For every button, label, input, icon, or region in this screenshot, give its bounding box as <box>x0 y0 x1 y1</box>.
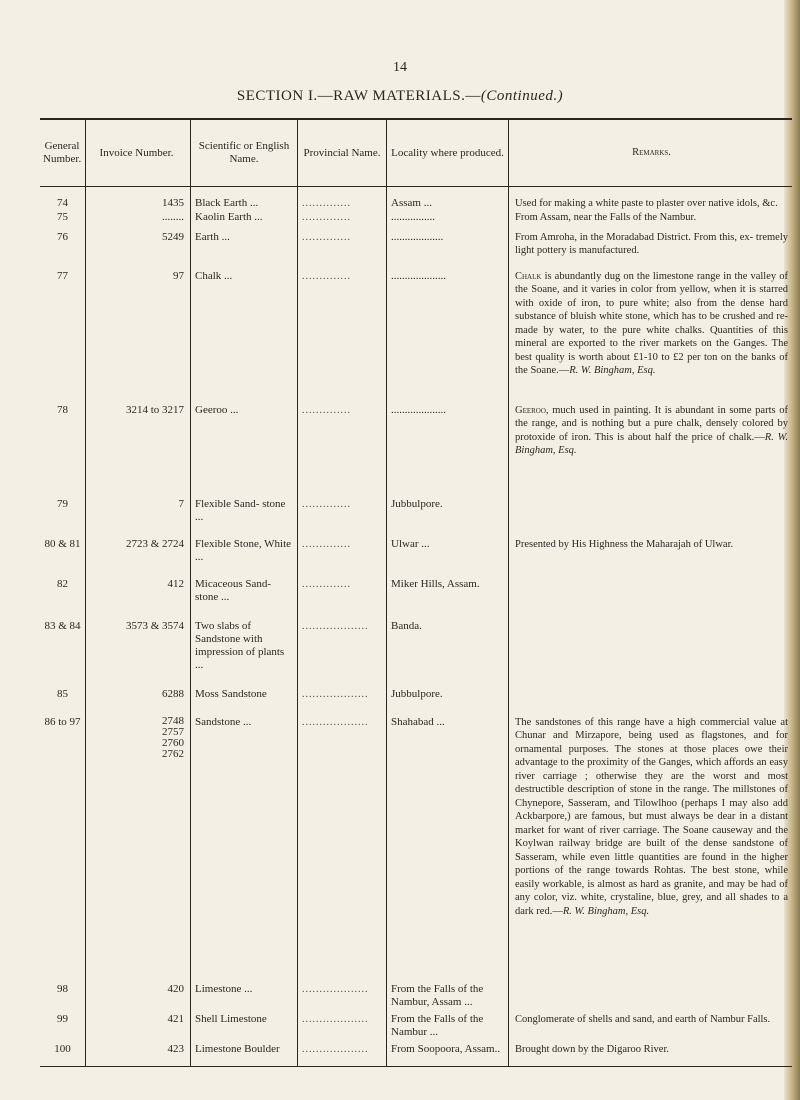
locality-cell: From the Falls of the Nambur, Assam ... <box>387 983 509 1013</box>
table-row <box>40 270 792 404</box>
table-row <box>40 187 792 211</box>
invoice-number-list <box>162 716 184 760</box>
remarks-signature: R. W. Bingham, Esq. <box>562 905 650 917</box>
section-title-continued: (Continued.) <box>480 88 564 104</box>
provincial-name-cell <box>298 688 387 716</box>
invoice-number-cell: 2723 & 2724 <box>86 538 191 578</box>
scientific-name-cell: Flexible Stone, White ... <box>191 538 298 578</box>
header-locality: Locality where produced. <box>387 120 509 187</box>
table-body <box>40 187 792 1067</box>
remarks-text: From Amroha, in the Moradabad District. From this, ex- tremely light pottery is manufactured. <box>515 231 788 256</box>
remarks-text: is abundantly dug on the limestone range in the valley of the Soane, and it varies in color from yellow, when it is starred with oxide of iron, to pure white; also from the dense hard substance of bluish white stone, which has to be crushed and re-made by water, to the pure white chalks. Quantities of this mineral are exported to the river markets on the Ganges. The best quality is worth about £1-10 to £2 per ton on the banks of the Soane.— <box>515 270 788 376</box>
remarks-lead-word: Geeroo, <box>515 404 553 416</box>
locality-cell: Ulwar ... <box>387 538 509 578</box>
locality-cell: Jubbulpore. <box>387 688 509 716</box>
locality-cell: Jubbulpore. <box>387 498 509 538</box>
header-general-number: General Number. <box>40 120 86 187</box>
remarks-cell <box>509 716 793 983</box>
general-number-cell: 98 <box>57 982 68 995</box>
leader-dots: .............. <box>302 498 351 510</box>
scientific-name-cell: Kaolin Earth ... <box>191 211 298 231</box>
locality-cell: From the Falls of the Nambur ... <box>387 1013 509 1043</box>
remarks-text: Conglomerate of shells and sand, and earth of Nambur Falls. <box>515 1013 771 1025</box>
leader-dots: .............. <box>302 404 351 416</box>
page-number: 14 <box>393 60 407 75</box>
scientific-name-cell: Limestone ... <box>191 983 298 1013</box>
invoice-number-cell: 3214 to 3217 <box>86 404 191 498</box>
locality-cell: From Soopoora, Assam.. <box>387 1043 509 1067</box>
general-number-cell: 100 <box>40 1043 86 1067</box>
invoice-number-cell: 3573 & 3574 <box>86 620 191 688</box>
general-number-cell: 77 <box>57 269 68 282</box>
invoice-number-cell: 7 <box>86 498 191 538</box>
remarks-signature: R. W. Bingham, Esq. <box>515 431 788 456</box>
remarks-cell <box>509 231 793 270</box>
leader-dots: ................... <box>302 716 369 728</box>
leader-dots: ................... <box>302 983 369 995</box>
remarks-signature: R. W. Bingham, Esq. <box>569 365 656 376</box>
scientific-name-cell: Limestone Boulder <box>191 1043 298 1067</box>
remarks-lead-word: Chalk <box>515 270 545 282</box>
provincial-name-cell <box>298 231 387 270</box>
locality-cell: ................... <box>387 231 509 270</box>
invoice-number-cell: 6288 <box>86 688 191 716</box>
invoice-number-item: 2762 <box>162 747 184 760</box>
locality-cell: Banda. <box>387 620 509 688</box>
scientific-name-cell: Flexible Sand- stone ... <box>191 498 298 538</box>
scientific-name-cell: Earth ... <box>191 231 298 270</box>
table-row <box>40 538 792 578</box>
general-number-cell: 82 <box>57 577 68 590</box>
general-number-cell: 86 to 97 <box>44 715 81 728</box>
table-row <box>40 983 792 1013</box>
leader-dots: .............. <box>302 211 351 223</box>
remarks-cell <box>509 620 793 688</box>
table-row <box>40 498 792 538</box>
locality-cell: .................... <box>387 404 509 498</box>
leader-dots: .............. <box>302 198 351 209</box>
provincial-name-cell <box>298 716 387 983</box>
invoice-number-cell: 5249 <box>86 231 191 270</box>
table-row <box>40 716 792 983</box>
scientific-name-cell: Geeroo ... <box>191 404 298 498</box>
header-row <box>40 120 792 187</box>
general-number-cell: 76 <box>57 230 68 243</box>
provincial-name-cell <box>298 270 387 404</box>
general-number-cell: 83 & 84 <box>44 619 81 632</box>
provincial-name-cell <box>298 187 387 211</box>
leader-dots: ................... <box>302 1043 369 1055</box>
general-number-cell: 74 <box>57 197 68 209</box>
locality-cell: Shahabad ... <box>387 716 509 983</box>
scientific-name-cell: Two slabs of Sandstone with impression of plants ... <box>191 620 298 688</box>
provincial-name-cell <box>298 404 387 498</box>
remarks-text: From Assam, near the Falls of the Nambur. <box>515 211 697 223</box>
scientific-name-cell: Black Earth ... <box>191 187 298 211</box>
invoice-number-cell: 412 <box>86 578 191 620</box>
leader-dots: ................... <box>302 688 369 700</box>
remarks-text: Presented by His Highness the Maharajah of Ulwar. <box>515 538 734 550</box>
invoice-number-cell: 420 <box>86 983 191 1013</box>
table-row <box>40 1043 792 1067</box>
materials-table <box>40 120 792 1067</box>
scientific-name-cell: Moss Sandstone <box>191 688 298 716</box>
locality-cell: Miker Hills, Assam. <box>387 578 509 620</box>
leader-dots: .............. <box>302 231 351 243</box>
header-scientific-name: Scientific or English Name. <box>191 120 298 187</box>
remarks-cell <box>509 688 793 716</box>
leader-dots: ................... <box>302 620 369 632</box>
provincial-name-cell <box>298 620 387 688</box>
remarks-text: Used for making a white paste to plaster over native idols, &c. <box>515 198 778 209</box>
scientific-name-cell: Micaceous Sand- stone ... <box>191 578 298 620</box>
remarks-cell <box>509 538 793 578</box>
leader-dots: .............. <box>302 578 351 590</box>
invoice-number-cell: 97 <box>86 270 191 404</box>
remarks-cell <box>509 187 793 211</box>
general-number-cell: 75 <box>57 210 68 223</box>
table-row <box>40 578 792 620</box>
provincial-name-cell <box>298 983 387 1013</box>
remarks-cell <box>509 498 793 538</box>
locality-cell: Assam ... <box>387 187 509 211</box>
provincial-name-cell <box>298 578 387 620</box>
leader-dots: .............. <box>302 538 351 550</box>
invoice-number-cell <box>86 716 191 983</box>
general-number-cell: 79 <box>57 497 68 510</box>
general-number-cell: 78 <box>57 403 68 416</box>
header-invoice-number: Invoice Number. <box>86 120 191 187</box>
remarks-cell <box>509 578 793 620</box>
remarks-cell <box>509 211 793 231</box>
table-row <box>40 1013 792 1043</box>
invoice-number-cell: 423 <box>86 1043 191 1067</box>
header-provincial-name: Provincial Name. <box>298 120 387 187</box>
invoice-number-cell: 421 <box>86 1013 191 1043</box>
scientific-name-cell: Shell Limestone <box>191 1013 298 1043</box>
invoice-number-item: 2748 <box>162 714 184 727</box>
general-number-cell: 85 <box>57 687 68 700</box>
scientific-name-cell: Chalk ... <box>191 270 298 404</box>
table-row <box>40 211 792 231</box>
invoice-number-item: 2757 <box>162 725 184 738</box>
provincial-name-cell <box>298 211 387 231</box>
remarks-cell <box>509 270 793 404</box>
leader-dots: ................... <box>302 1013 369 1025</box>
table-row <box>40 404 792 498</box>
provincial-name-cell <box>298 498 387 538</box>
header-remarks: Remarks. <box>509 120 793 187</box>
table-row <box>40 231 792 270</box>
general-number-cell: 80 & 81 <box>44 537 81 550</box>
invoice-number-cell: ........ <box>86 211 191 231</box>
locality-cell: .................... <box>387 270 509 404</box>
provincial-name-cell <box>298 538 387 578</box>
invoice-number-item: 2760 <box>162 736 184 749</box>
locality-cell: ................ <box>387 211 509 231</box>
remarks-text: The sandstones of this range have a high commercial value at Chunar and Mirzapore, being used as flagstones, and for ornamental purposes. The stones at those places owe their advantage to the proximity of the Ganges, which affords an easy river carriage ; otherwise they are the worst and most destructible description of stone in the range. The millstones of Chynepore, Sasseram, and Tilowlhoo (perhaps I may also add Ackbarpore,) are famous, but must always be dear in a distant market for want of river carriage. The Soane causeway and the Koylwan railway bridge are built of the dense sandstone of Sasseram, while even little quantities are found in the higher portions of the range towards Rohtas. The best stone, while easily workable, is almost as hard as granite, and may be had of any color, viz. white, crystaline, blue, grey, and all shades to a dark red.— <box>515 716 788 917</box>
provincial-name-cell <box>298 1013 387 1043</box>
remarks-cell <box>509 1013 793 1043</box>
invoice-number-cell: 1435 <box>86 187 191 211</box>
remarks-text: Brought down by the Digaroo River. <box>515 1043 669 1055</box>
remarks-cell <box>509 1043 793 1067</box>
leader-dots: .............. <box>302 270 351 282</box>
remarks-cell <box>509 404 793 498</box>
materials-table-wrap <box>40 118 792 1067</box>
provincial-name-cell <box>298 1043 387 1067</box>
scientific-name-cell: Sandstone ... <box>191 716 298 983</box>
general-number-cell: 99 <box>57 1012 68 1025</box>
section-title-main: SECTION I.—RAW MATERIALS.— <box>236 88 481 104</box>
section-title <box>0 88 800 105</box>
table-row <box>40 688 792 716</box>
remarks-cell <box>509 983 793 1013</box>
table-row <box>40 620 792 688</box>
remarks-text: much used in painting. It is abundant in some parts of the range, and is nothing but a pure chalk, densely colored by protoxide of iron. This is about half the price of chalk.— <box>515 404 788 443</box>
